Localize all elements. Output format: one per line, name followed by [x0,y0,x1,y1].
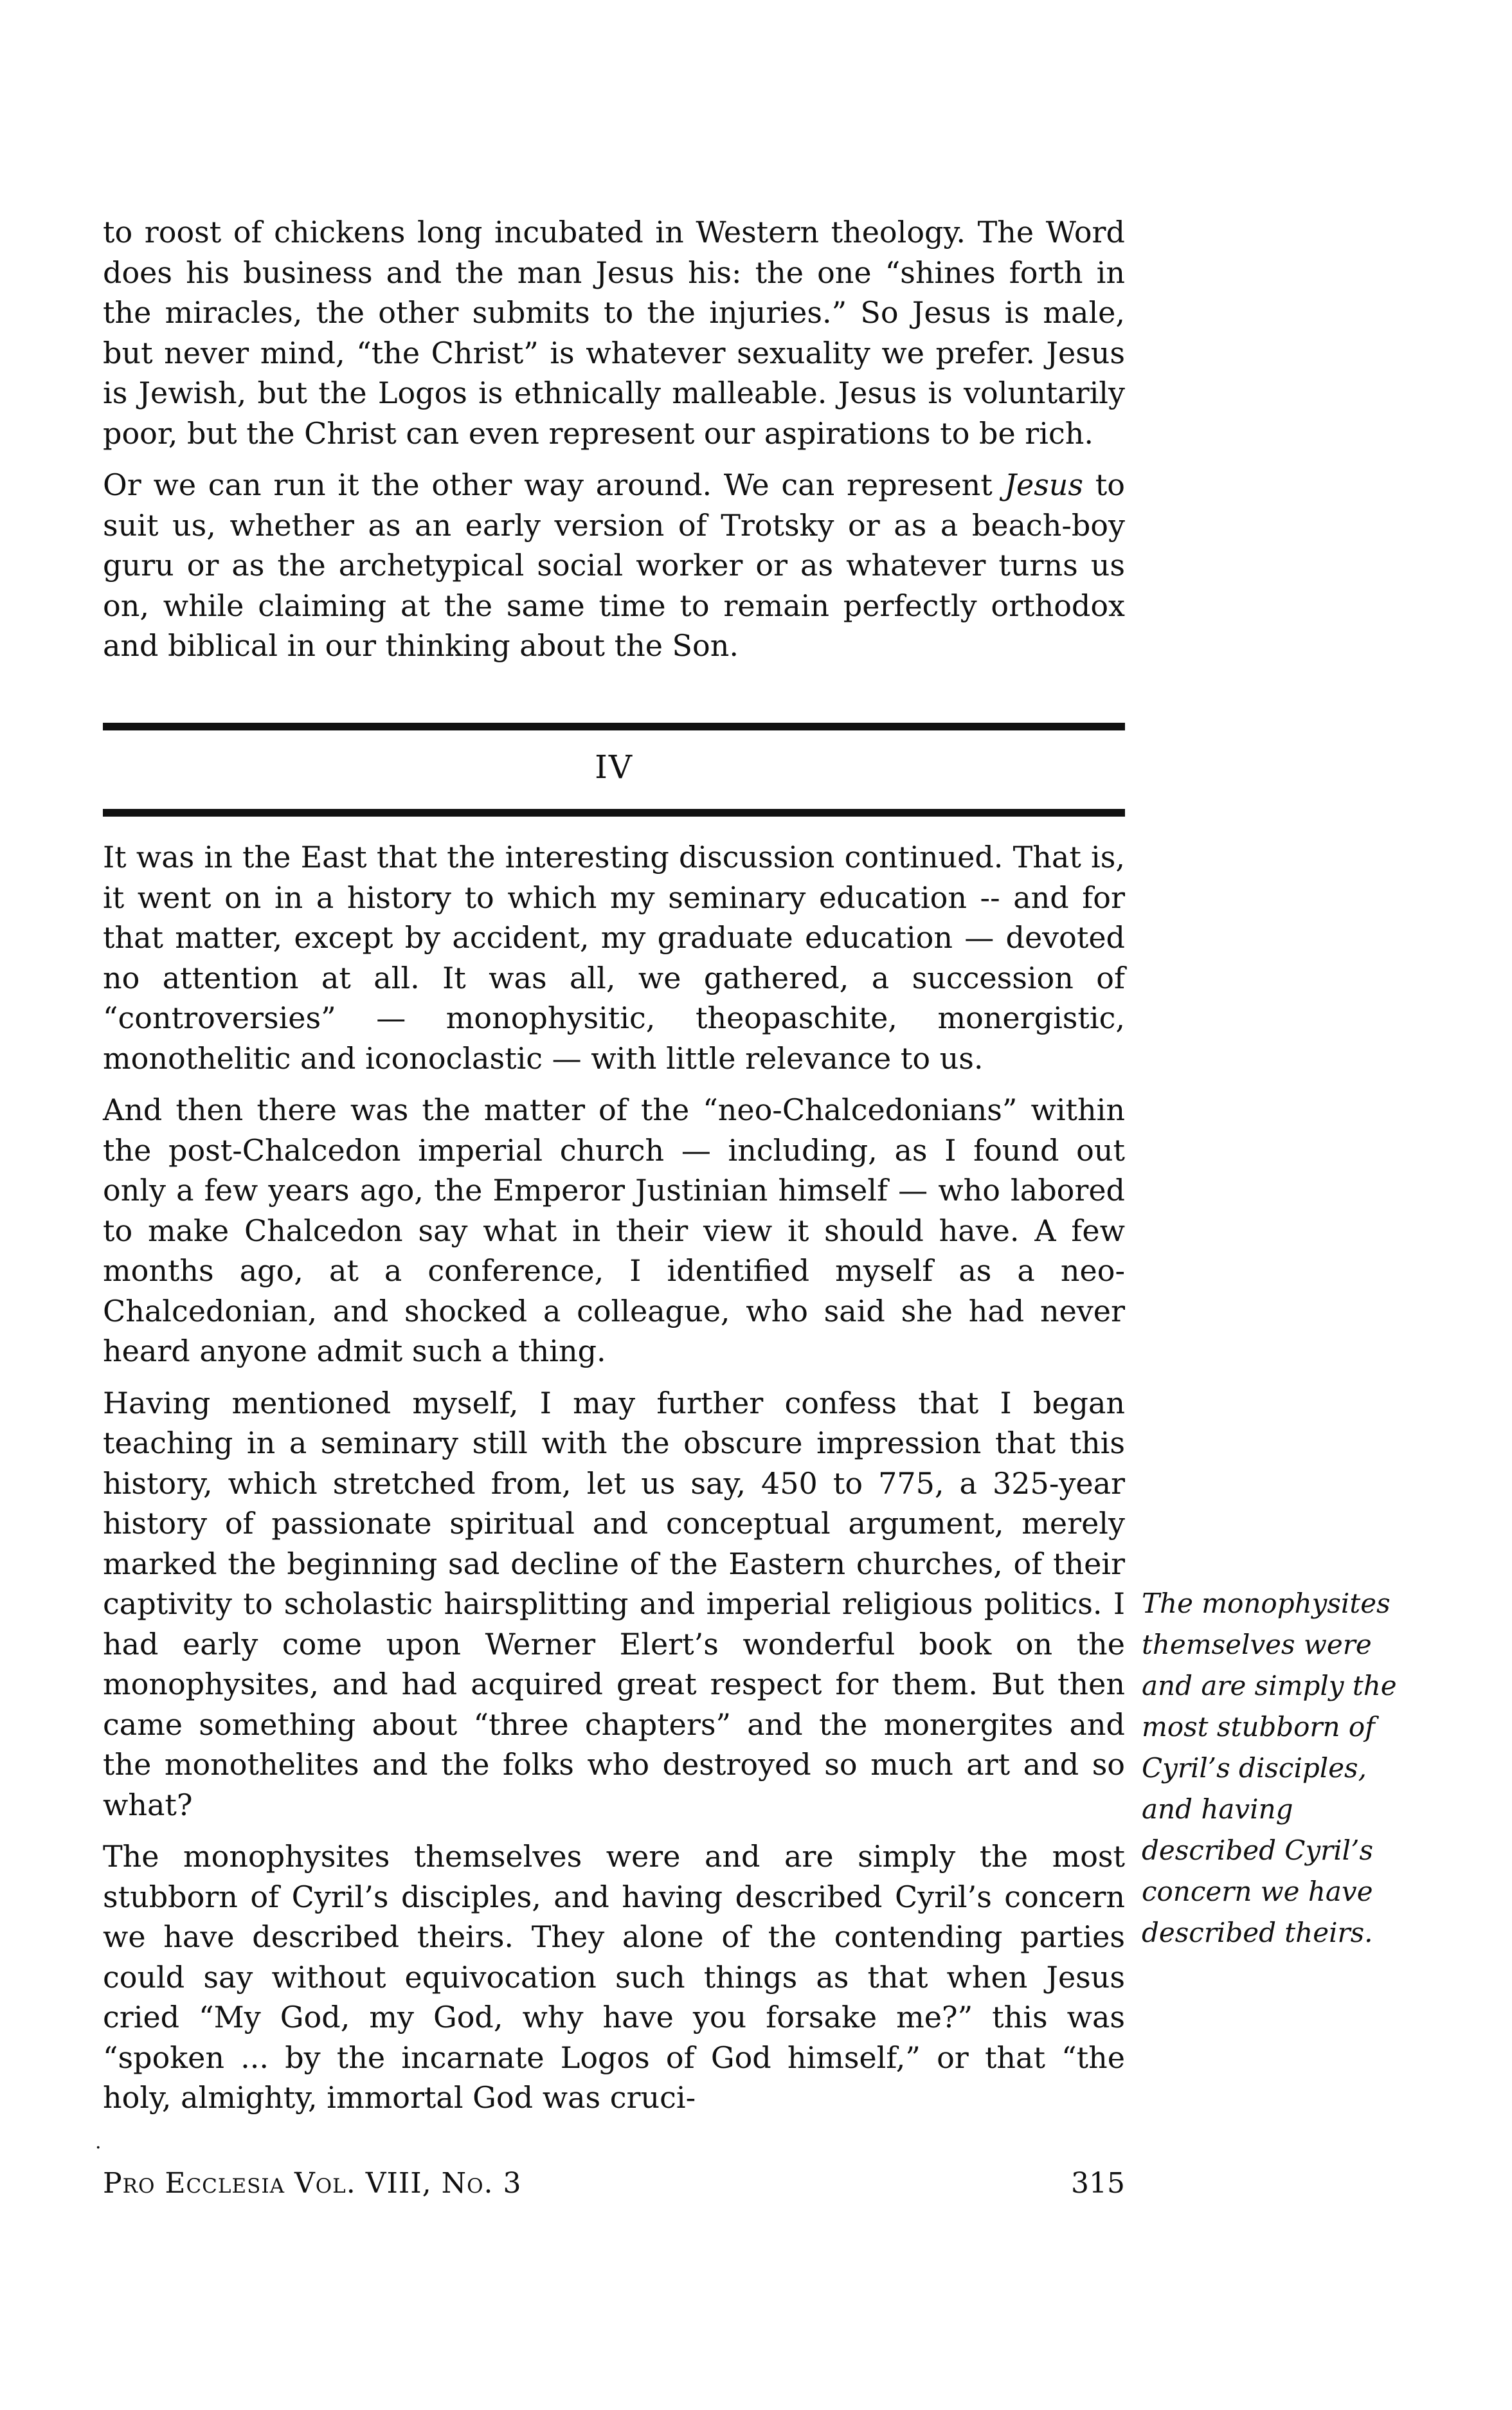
paragraph-chickens: to roost of chickens long incubated in Western theology. The Word does his business and the man Jesus his: the one “shines forth in the miracles, the other submits to the injuries.” So Jesus is male, but never mind, “the Christ” is whatever sexuality we prefer. Jesus is Jewish, but the Logos is ethnically malleable. Jesus is voluntarily poor, but the Christ can even represent our aspirations to be rich. [103,215,1125,451]
top-text-column [103,212,1125,678]
stray-mark: · [95,2137,102,2159]
emphasis-jesus: Jesus [1004,467,1084,502]
journal-citation: Pro Ecclesia Vol. VIII, No. 3 [103,2167,522,2200]
paragraph-east-discussion: It was in the East that the interesting discussion continued. That is, it went on in a history to which my seminary education -- and for that matter, except by accident, my graduate education — devoted no attention at all. It was all, we gathered, a succession of “controversies” — monophysitic, theopaschite, monergistic, monothelitic and iconoclastic — with little relevance to us. [103,840,1125,1076]
paragraph-other-way-around-start: Or we can run it the other way around. We can represent [103,467,1005,502]
pull-quote: The monophysites themselves were and are simply the most stubborn of Cyril’s disciples, and having described Cyril’s concern we have described theirs. [1142,1588,1397,1948]
paragraph-other-way-around [103,465,1125,666]
paragraph-neo-chalcedonians: And then there was the matter of the “neo-Chalcedonians” within the post-Chalcedon imperial church — including, as I found out only a few years ago, the Emperor Justinian himself — who labored to make Chalcedon say what in their view it should have. A few months ago, at a conference, I identified myself as a neo-Chalcedonian, and shocked a colleague, who said she had never heard anyone admit such a thing. [103,1092,1125,1368]
section-rule-top [103,723,1125,730]
section-heading: IV [595,748,633,786]
paragraph-monophysites: The monophysites themselves were and are simply the most stubborn of Cyril’s disciples, and having described Cyril’s concern we have described theirs. They alone of the contending parties could say without equivocation such things as that when Jesus cried “My God, my God, why have you forsake me?” this was “spoken ... by the incarnate Logos of God himself,” or that “the holy, almighty, immortal God was cruci- [103,1839,1125,2115]
paragraph-other-way-around-end: to suit us, whether as an early version of Trotsky or as a beach-boy guru or as the archetypical social worker or as whatever turns us on, while claiming at the same time to remain perfectly orthodox and biblical in our thinking about the Son. [103,467,1125,663]
paragraph-confession: Having mentioned myself, I may further confess that I began teaching in a seminary still with the obscure impression that this history, which stretched from, let us say, 450 to 775, a 325-year history of passionate spiritual and conceptual argument, merely marked the beginning sad decline of the Eastern churches, of their captivity to scholastic hairsplitting and imperial religious politics. I had early come upon Werner Elert’s wonderful book on the monophysites, and had acquired great respect for them. But then came something about “three chapters” and the monergites and the monothelites and the folks who destroyed so much art and so what? [103,1385,1125,1822]
bottom-text-column [103,837,1125,2130]
page-number: 315 [1071,2167,1125,2200]
section-rule-bottom [103,809,1125,817]
